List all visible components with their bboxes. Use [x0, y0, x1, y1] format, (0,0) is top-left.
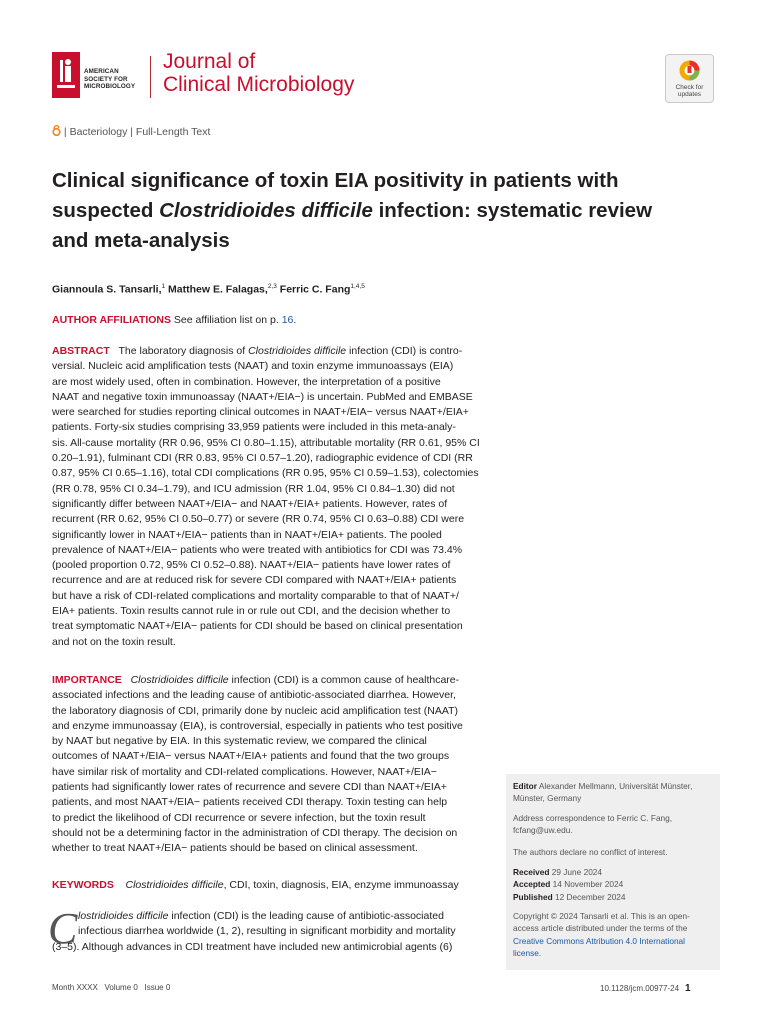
article-dates [513, 866, 718, 903]
license-link[interactable]: Creative Commons Attribution 4.0 International [513, 935, 686, 946]
importance-line [52, 673, 492, 688]
asm-society-name [84, 68, 135, 91]
footer-doi [600, 983, 691, 994]
affiliations-text: See affiliation list on p. [171, 314, 282, 326]
title-part: infection: systematic review [372, 199, 653, 222]
affiliations-end: . [293, 314, 297, 326]
conflict-statement [513, 846, 718, 858]
abstract-line: prevalence of NAAT+/EIA− patients who were treated with antibiotics for CDI was 73.4% [52, 543, 463, 556]
abstract-line: were searched for studies reporting clinical outcomes in NAAT+/EIA− versus NAAT+/EIA+ [52, 406, 469, 419]
abstract-line: and not on the toxin result. [52, 635, 176, 648]
editor-name: Alexander Mellmann, Universität Münster, [538, 781, 693, 791]
title-line: and meta-analysis [52, 229, 230, 252]
importance-line: and enzyme immunoassay (EIA), is controversial, especially in patients who test positive [52, 719, 463, 732]
check-updates-label: Check for updates [675, 84, 704, 98]
license-link[interactable]: license [513, 948, 539, 959]
published-date [513, 891, 718, 903]
intro-dropcap: C [48, 904, 78, 953]
conflict-line: The authors declare no conflict of interest. [513, 847, 668, 857]
accepted-label: Accepted [513, 879, 551, 890]
title-line [52, 196, 692, 226]
editor-line [513, 780, 718, 792]
check-for-updates-button[interactable] [665, 54, 714, 103]
abstract-line: (RR 0.78, 95% CI 0.34–1.79), and ICU admission (RR 1.04, 95% CI 0.84–1.30) did not [52, 482, 455, 495]
keywords-line [52, 878, 492, 893]
author-affiliations [52, 314, 296, 326]
copyright-line: Copyright © 2024 Tansarli et al. This is an open- [513, 911, 690, 921]
keywords-label: KEYWORDS [52, 879, 114, 891]
society-line: AMERICAN [84, 68, 119, 75]
correspondence-info [513, 812, 718, 837]
received-date [513, 866, 718, 878]
check-updates-icon [679, 60, 700, 81]
accepted-value: 14 November 2024 [552, 879, 624, 890]
abstract-line: treat symptomatic NAAT+/EIA− patients for CDI should be based on clinical presentation [52, 620, 463, 633]
received-label: Received [513, 867, 550, 877]
abstract-section [52, 344, 492, 650]
abstract-line: recurrent (RR 0.62, 95% CI 0.50–0.77) or severe (RR 0.74, 95% CI 0.63–0.88) CDI were [52, 513, 465, 526]
published-label: Published [513, 891, 553, 902]
importance-label: IMPORTANCE [52, 674, 122, 686]
author-affil-sup: 1,4,5 [350, 283, 365, 290]
copyright-line: access article distributed under the terms of the [513, 923, 688, 934]
title-italic: Clostridioides difficile [159, 199, 373, 222]
abstract-line: EIA+ patients. Toxin results cannot rule in or rule out CDI, and the decision whether to [52, 605, 451, 618]
article-title [52, 166, 692, 256]
accepted-date [513, 878, 718, 890]
abstract-line: 0.20–1.91), fulminant CDI (RR 0.83, 95% CI 0.57–1.20), radiographic evidence of CDI (RR [52, 452, 473, 465]
author-name[interactable]: Matthew E. Falagas, [165, 283, 268, 296]
category-text: | Bacteriology | Full-Length Text [63, 126, 211, 138]
page-number: 1 [685, 983, 691, 994]
intro-line: infectious diarrhea worldwide (1, 2), resulting in significant morbidity and mortality [78, 925, 456, 938]
abstract-line: significantly differ between NAAT+/EIA− and NAAT+/EIA+ patients. However, rates of [52, 497, 448, 510]
abstract-line: but have a risk of CDI-related complications and mortality comparable to that of NAAT+/ [52, 589, 459, 602]
importance-line: by NAAT but negative by EIA. In this systematic review, we compared the clinical [52, 735, 427, 748]
editor-label: Editor [513, 781, 537, 791]
importance-line: have similar risk of mortality and CDI-related complications. However, NAAT+/EIA− [52, 765, 437, 778]
importance-line: associated infections and the leading cause of antibiotic-associated diarrhea. However, [52, 689, 456, 702]
abstract-label: ABSTRACT [52, 345, 110, 357]
keyword-italic: Clostridioides difficile [125, 879, 224, 891]
doi-text[interactable]: 10.1128/jcm.00977-24 [600, 984, 680, 993]
keywords-section [52, 878, 492, 893]
journal-title-line: Journal of [163, 50, 256, 73]
abstract-line: sis. All-cause mortality (RR 0.96, 95% CI 0.80–1.15), attributable mortality (RR 0.61, 95% CI [52, 436, 480, 449]
importance-section [52, 673, 492, 857]
correspondence-email[interactable]: fcfang@uw.edu. [513, 825, 573, 836]
abstract-line: significantly lower in NAAT+/EIA− patients than in NAAT+/EIA+ patients. The pooled [52, 528, 442, 541]
footer-issue-info: Month XXXX Volume 0 Issue 0 [52, 983, 171, 992]
copyright-info [513, 910, 718, 960]
importance-line: patients, and most NAAT+/EIA− patients received CDI therapy. Toxin testing can help [52, 796, 448, 809]
editor-info [513, 780, 718, 805]
abstract-line: NAAT and negative toxin immunoassay (NAAT+/EIA−) is uncertain. PubMed and EMBASE [52, 390, 473, 403]
affiliations-page-link[interactable]: 16 [281, 314, 294, 326]
keywords-text: , CDI, toxin, diagnosis, EIA, enzyme immunoassay [223, 879, 459, 891]
intro-line: lostridioides difficile infection (CDI) is the leading cause of antibiotic-associated [78, 910, 444, 922]
abstract-line: patients. Forty-six studies comprising 33,959 patients were included in this meta-analy- [52, 421, 456, 434]
title-part: suspected [52, 199, 160, 222]
license-end: . [538, 948, 542, 959]
received-value: 29 June 2024 [551, 867, 603, 877]
header-divider [150, 56, 151, 98]
editor-line: Münster, Germany [513, 793, 582, 804]
importance-text: Clostridioides difficile infection (CDI) is a common cause of healthcare- [130, 674, 460, 686]
asm-logo-icon [52, 52, 80, 98]
author-name[interactable]: Giannoula S. Tansarli, [52, 283, 162, 296]
abstract-line: versial. Nucleic acid amplification tests (NAAT) and toxin enzyme immunoassays (EIA) [52, 360, 454, 373]
abstract-line: are most widely used, often in combination. However, the interpretation of a positive [52, 375, 441, 388]
importance-line: outcomes of NAAT+/EIA− versus NAAT+/EIA+ patients and found that the two groups [52, 750, 450, 763]
title-line: Clinical significance of toxin EIA positivity in patients with [52, 169, 619, 192]
abstract-line [52, 344, 492, 359]
author-affil-sup: 2,3 [267, 283, 277, 290]
intro-line: (3–5). Although advances in CDI treatment have included new antimicrobial agents (6) [52, 940, 453, 953]
importance-line: the laboratory diagnosis of CDI, primarily done by nucleic acid amplification test (NAAT) [52, 704, 458, 717]
abstract-text: The laboratory diagnosis of Clostridioides difficile infection (CDI) is contro- [118, 345, 463, 357]
article-category [52, 125, 210, 138]
society-line: MICROBIOLOGY [84, 83, 136, 90]
abstract-line: (pooled proportion 0.72, 95% CI 0.52–0.88). NAAT+/EIA− patients have lower rates of [52, 559, 451, 572]
author-affil-sup: 1 [161, 283, 166, 290]
society-line: SOCIETY FOR [84, 75, 128, 83]
open-access-icon [52, 125, 61, 136]
asm-logo [52, 52, 148, 98]
license-line [513, 947, 718, 959]
journal-title-line: Clinical Microbiology [163, 73, 355, 96]
importance-line: patients had significantly lower rates of recurrence and severe CDI than NAAT+/EIA+ [52, 781, 447, 794]
abstract-line: recurrence and are at reduced risk for severe CDI compared with NAAT+/EIA+ patients [52, 574, 457, 587]
importance-line: should not be a determining factor in the administration of CDI therapy. The decision on [52, 826, 458, 839]
importance-line: to predict the likelihood of CDI recurrence or severe infection, but the toxin result [52, 811, 426, 824]
published-value: 12 December 2024 [554, 891, 626, 902]
importance-line: whether to treat NAAT+/EIA− patients should be based on clinical assessment. [52, 842, 418, 855]
abstract-line: 0.87, 95% CI 0.65–1.16), total CDI complications (RR 0.95, 95% CI 0.59–1.53), colectomies [52, 467, 479, 480]
correspondence-line: Address correspondence to Ferric C. Fang, [513, 813, 673, 823]
author-list [52, 283, 365, 296]
journal-title[interactable] [163, 50, 354, 96]
author-name[interactable]: Ferric C. Fang [276, 283, 351, 296]
intro-paragraph [52, 909, 492, 955]
affiliations-label: AUTHOR AFFILIATIONS [52, 314, 171, 326]
